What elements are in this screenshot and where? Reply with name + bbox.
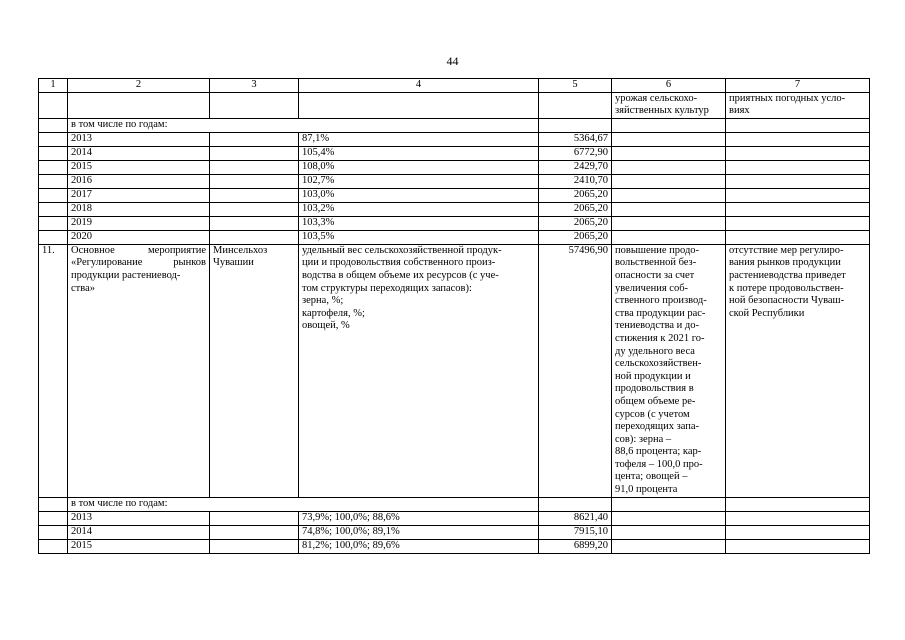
program-table [38,78,870,554]
table-row [39,188,870,202]
indicator-value: 103,5% [299,230,539,244]
item-result: повышение продо- вольственной без- опасности за счет увеличения соб- ственного производ- ства продукции рас- тениеводства и до- стижения к 2021 го- ду удельного веса сельскохозяйствен- ной продукции и продовольствия в общем объеме ре- сурсов (с учетом переходящих запа- сов): зерна – 88,6 процента; кар- тофеля – 100,0 про- цента; овощей – 91,0 процента [612,244,726,497]
table-row [39,216,870,230]
amount-cell: 2065,20 [539,202,612,216]
item-consequence: отсутствие мер регулиро- вания рынков продукции растениеводства приведет к потере продовольствен- ной безопасности Чуваш- ской Республики [726,244,870,497]
column-number: 7 [726,79,870,93]
year-cell: 2018 [68,202,210,216]
year-cell: 2016 [68,174,210,188]
indicator-value: 103,3% [299,216,539,230]
year-cell: 2013 [68,511,210,525]
indicator-value: 73,9%; 100,0%; 88,6% [299,511,539,525]
year-cell: 2015 [68,160,210,174]
continuation-consequence: приятных погодных усло- виях [726,92,870,118]
amount-cell: 6772,90 [539,146,612,160]
item-indicator: удельный вес сельскохозяйственной продук- ции и продовольствия собственного произ- водства в общем объеме их ресурсов (с уче- том структуры переходящих запасов): зерна, %; картофеля, %; овощей, % [299,244,539,497]
item-name: Основное мероприятие «Регулирование рынков продукции растениевод- ства» [68,244,210,497]
amount-cell: 2065,20 [539,230,612,244]
column-number: 1 [39,79,68,93]
table-row [39,146,870,160]
year-cell: 2020 [68,230,210,244]
table-row [39,132,870,146]
year-cell: 2015 [68,539,210,553]
continuation-row [39,92,870,118]
indicator-value: 103,0% [299,188,539,202]
year-cell: 2019 [68,216,210,230]
indicator-value: 108,0% [299,160,539,174]
indicator-value: 74,8%; 100,0%; 89,1% [299,525,539,539]
table-row [39,202,870,216]
table-row [39,160,870,174]
year-cell: 2013 [68,132,210,146]
item-number: 11. [39,244,68,497]
page-number: 44 [446,54,459,68]
table-row [39,497,870,511]
indicator-value: 103,2% [299,202,539,216]
column-number: 3 [210,79,299,93]
table-row [39,118,870,132]
amount-cell: 7915,10 [539,525,612,539]
indicator-value: 102,7% [299,174,539,188]
column-number: 4 [299,79,539,93]
table-row [39,539,870,553]
column-number: 6 [612,79,726,93]
amount-cell: 2429,70 [539,160,612,174]
column-number: 2 [68,79,210,93]
indicator-value: 87,1% [299,132,539,146]
by-years-label: в том числе по годам: [68,497,539,511]
amount-cell: 6899,20 [539,539,612,553]
indicator-value: 81,2%; 100,0%; 89,6% [299,539,539,553]
column-number-row [39,79,870,93]
table-row [39,511,870,525]
item-amount: 57496,90 [539,244,612,497]
amount-cell: 2410,70 [539,174,612,188]
continuation-result: урожая сельскохо- зяйственных культур [612,92,726,118]
amount-cell: 2065,20 [539,188,612,202]
indicator-value: 105,4% [299,146,539,160]
column-number: 5 [539,79,612,93]
year-cell: 2014 [68,525,210,539]
table-row [39,525,870,539]
amount-cell: 8621,40 [539,511,612,525]
item-executor: Минсельхоз Чувашии [210,244,299,497]
table-row [39,174,870,188]
amount-cell: 2065,20 [539,216,612,230]
year-cell: 2017 [68,188,210,202]
year-cell: 2014 [68,146,210,160]
item-11-row [39,244,870,497]
table-row [39,230,870,244]
by-years-label: в том числе по годам: [68,118,539,132]
amount-cell: 5364,67 [539,132,612,146]
